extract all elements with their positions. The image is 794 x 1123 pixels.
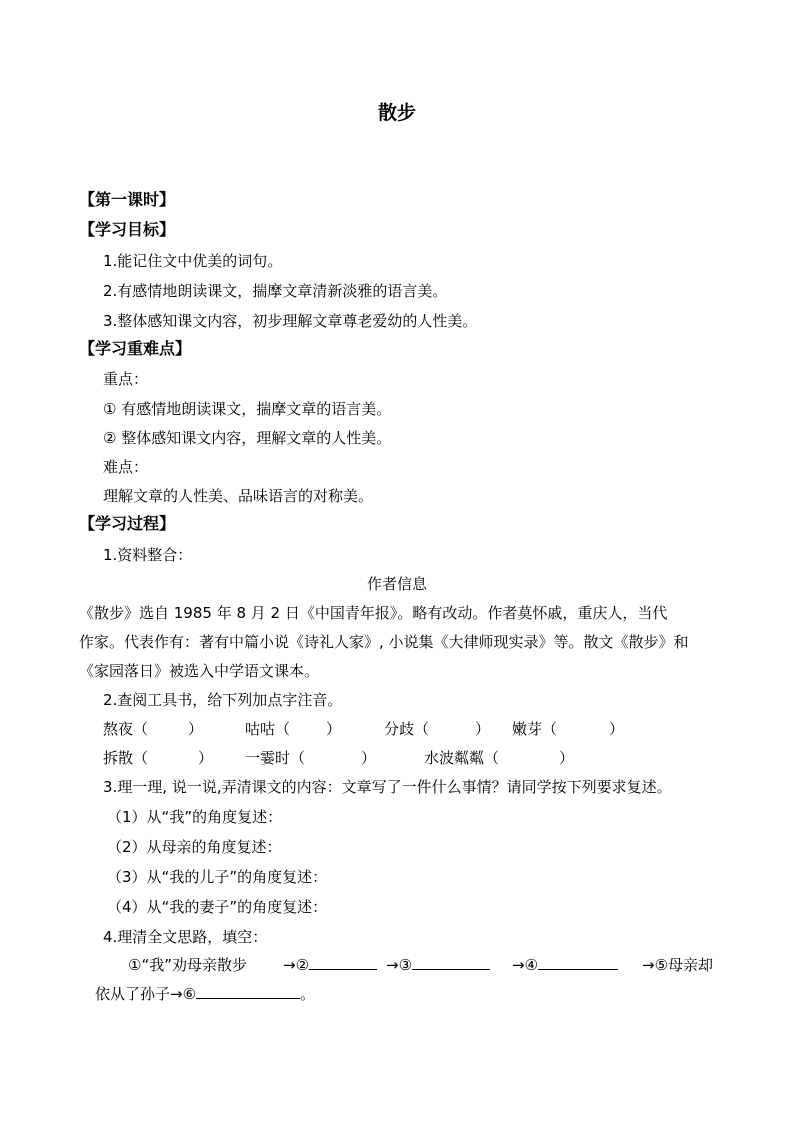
key-item: ① 有感情地朗读课文，揣摩文章的语言美。 bbox=[103, 400, 392, 418]
step-3: 3.理一理, 说一说,弄清课文的内容：文章写了一件什么事情？请同学按下列要求复述。 bbox=[103, 778, 672, 796]
author-line: 《散步》选自 1985 年 8 月 2 日《中国青年报》。略有改动。作者莫怀戚，重庆人，当代 bbox=[79, 604, 668, 622]
flow-arrow: →③ bbox=[386, 956, 413, 974]
pinyin-word: 一霎时（ bbox=[245, 749, 306, 767]
author-line: 作家。代表作有：著有中篇小说《诗礼人家》, 小说集《大律师现实录》等。散文《散步》和 bbox=[79, 633, 689, 651]
page-title: 散步 bbox=[377, 102, 416, 124]
retell-item: （4）从“我的妻子”的角度复述： bbox=[107, 898, 328, 916]
pinyin-close: ） bbox=[559, 749, 575, 767]
pinyin-word: 熬夜（ bbox=[103, 720, 149, 738]
objectives-heading: 【学习目标】 bbox=[79, 220, 176, 239]
pinyin-close: ） bbox=[326, 720, 342, 738]
lesson-heading: 【第一课时】 bbox=[79, 190, 176, 209]
pinyin-item bbox=[512, 719, 624, 739]
pinyin-item bbox=[103, 748, 213, 768]
flow-step-1: ①“我”劝母亲散步 bbox=[128, 956, 247, 974]
author-line: 《家园落日》被选入中学语文课本。 bbox=[79, 662, 320, 680]
pinyin-close: ） bbox=[609, 720, 625, 738]
flow-end: 。 bbox=[300, 985, 316, 1003]
key-points-heading: 【学习重难点】 bbox=[79, 339, 192, 358]
flow-arrow: →② bbox=[283, 956, 310, 974]
pinyin-item bbox=[245, 748, 376, 768]
pinyin-word: 咕咕（ bbox=[245, 720, 291, 738]
retell-item: （1）从“我”的角度复述： bbox=[107, 808, 283, 826]
flow-arrow: →④ bbox=[512, 956, 539, 974]
pinyin-item bbox=[245, 719, 341, 739]
flow-text: 依从了孙子→⑥ bbox=[95, 985, 197, 1003]
pinyin-close: ） bbox=[361, 749, 377, 767]
objective-item: 3.整体感知课文内容，初步理解文章尊老爱幼的人性美。 bbox=[103, 312, 478, 330]
key-item: ② 整体感知课文内容，理解文章的人性美。 bbox=[103, 429, 392, 447]
fill-blank[interactable] bbox=[196, 984, 300, 999]
step-4: 4.理清全文思路，填空： bbox=[103, 928, 268, 946]
objective-item: 1.能记住文中优美的词句。 bbox=[103, 252, 283, 270]
pinyin-word: 嫩芽（ bbox=[512, 720, 558, 738]
pinyin-word: 水波粼粼（ bbox=[424, 749, 500, 767]
author-info-title: 作者信息 bbox=[366, 575, 427, 593]
flow-step-3 bbox=[386, 955, 490, 975]
fill-blank[interactable] bbox=[538, 955, 618, 970]
pinyin-word: 拆散（ bbox=[103, 749, 149, 767]
pinyin-close: ） bbox=[188, 720, 204, 738]
step-1: 1.资料整合： bbox=[103, 546, 193, 564]
objective-item: 2.有感情地朗读课文，揣摩文章清新淡雅的语言美。 bbox=[103, 282, 448, 300]
retell-item: （3）从“我的儿子”的角度复述： bbox=[107, 868, 328, 886]
flow-step-4 bbox=[512, 955, 618, 975]
flow-step-6 bbox=[95, 984, 315, 1004]
fill-blank[interactable] bbox=[309, 955, 377, 970]
flow-step-2 bbox=[283, 955, 377, 975]
pinyin-item bbox=[424, 748, 574, 768]
pinyin-word: 分歧（ bbox=[384, 720, 430, 738]
key-label: 重点： bbox=[103, 370, 149, 388]
process-heading: 【学习过程】 bbox=[79, 514, 176, 533]
pinyin-item bbox=[384, 719, 490, 739]
fill-blank[interactable] bbox=[412, 955, 490, 970]
flow-step-5: →⑤母亲却 bbox=[642, 956, 714, 974]
pinyin-close: ） bbox=[475, 720, 491, 738]
step-2: 2.查阅工具书，给下列加点字注音。 bbox=[103, 691, 343, 709]
retell-item: （2）从母亲的角度复述： bbox=[107, 838, 282, 856]
difficult-label: 难点： bbox=[103, 458, 149, 476]
difficult-text: 理解文章的人性美、品味语言的对称美。 bbox=[103, 487, 374, 505]
pinyin-close: ） bbox=[198, 749, 214, 767]
pinyin-item bbox=[103, 719, 203, 739]
